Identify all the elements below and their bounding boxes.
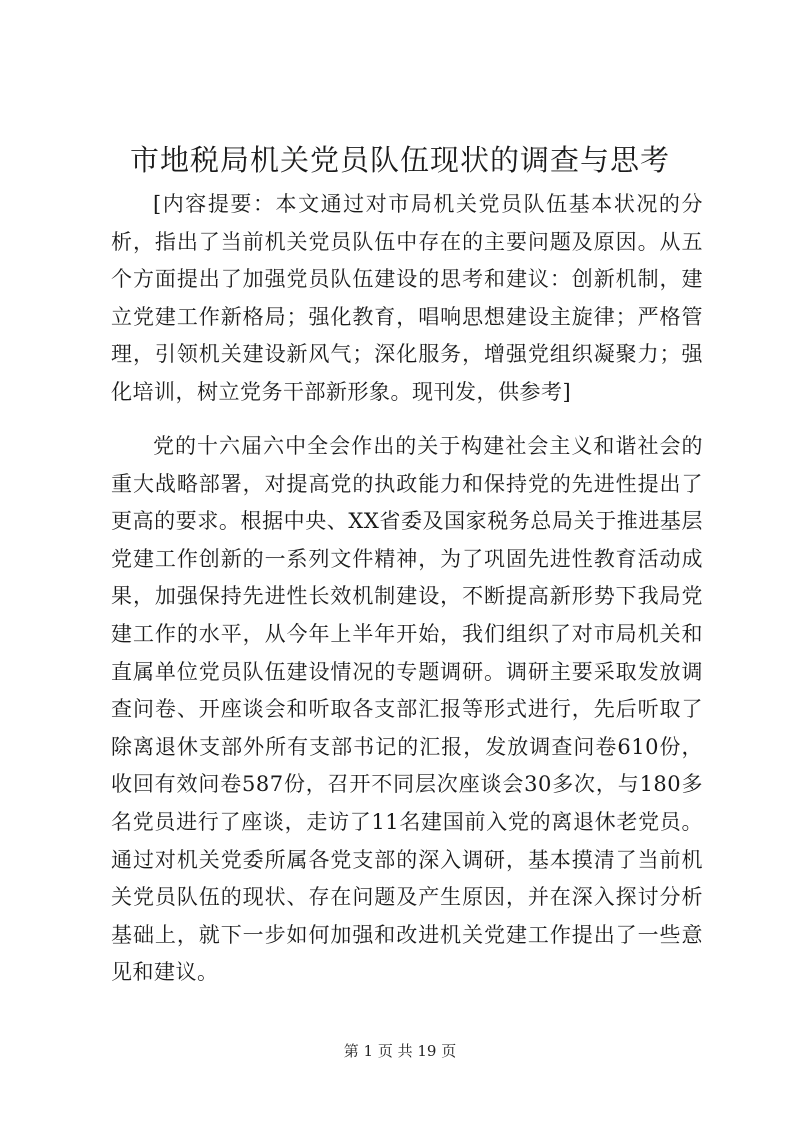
document-title: 市地税局机关党员队伍现状的调查与思考 [129, 143, 670, 177]
abstract-paragraph: [内容提要：本文通过对市局机关党员队伍基本状况的分析，指出了当前机关党员队伍中存在的主要问题及原因。从五个方面提出了加强党员队伍建设的思考和建议：创新机制，建立党建工作新格局；强化教育，唱响思想建设主旋律；严格管理，引领机关建设新风气；深化服务，增强党组织凝聚力；强化培训，树立党务干部新形象。现刊发，供参考] [111, 192, 703, 404]
main-body-block [111, 428, 703, 992]
abstract-block [111, 186, 703, 412]
page-number-footer: 第 1 页 共 19 页 [343, 1042, 457, 1060]
body-paragraph: 党的十六届六中全会作出的关于构建社会主义和谐社会的重大战略部署，对提高党的执政能力和保持党的先进性提出了更高的要求。根据中央、XX省委及国家税务总局关于推进基层党建工作创新的一系列文件精神，为了巩固先进性教育活动成果，加强保持先进性长效机制建设，不断提高新形势下我局党建工作的水平，从今年上半年开始，我们组织了对市局机关和直属单位党员队伍建设情况的专题调研。调研主要采取发放调查问卷、开座谈会和听取各支部汇报等形式进行，先后听取了除离退休支部外所有支部书记的汇报，发放调查问卷610份，收回有效问卷587份，召开不同层次座谈会30多次，与180多名党员进行了座谈，走访了11名建国前入党的离退休老党员。通过对机关党委所属各党支部的深入调研，基本摸清了当前机关党员队伍的现状、存在问题及产生原因，并在深入探讨分析基础上，就下一步如何加强和改进机关党建工作提出了一些意见和建议。 [111, 434, 703, 985]
